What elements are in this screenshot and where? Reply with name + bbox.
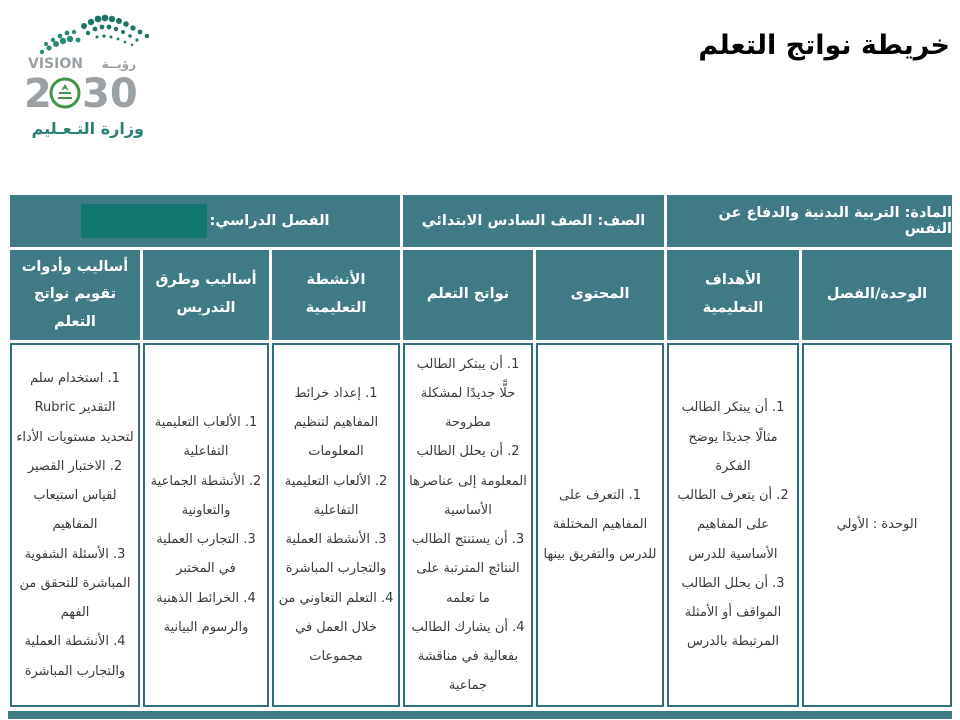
activities-cell-body	[272, 343, 400, 707]
teaching-methods-cell-body	[143, 343, 269, 707]
list-item: 2. أن يحلل الطالب المعلومة إلى عناصرها الأساسية	[409, 444, 527, 518]
learning-outcomes-map	[8, 195, 952, 719]
list-item: 4. الخرائط الذهنية والرسوم البيانية	[156, 590, 256, 635]
next-row-top-strip	[8, 711, 952, 719]
page-header	[0, 0, 960, 195]
list-item: 1. إعداد خرائط المفاهيم لتنظيم المعلومات	[293, 385, 379, 460]
list-item: 1. استخدام سلم التقدير Rubric لتحديد مستويات الأداء	[16, 371, 134, 445]
grade-cell: الصف: الصف السادس الابتدائي	[403, 195, 664, 247]
outcomes-cell-body	[403, 343, 533, 707]
column-header-content: المحتوى	[536, 250, 664, 340]
ministry-wordmark: وزارة التـعـليم	[31, 119, 144, 138]
list-item: 3. التجارب العملية في المختبر	[156, 532, 256, 577]
list-item: 2. الألعاب التعليمية التفاعلية	[284, 473, 388, 518]
list-item: 1. أن يبتكر الطالب مثالًا جديدًا يوضح الفكرة	[681, 400, 785, 474]
content-cell-body	[536, 343, 664, 707]
unit-cell-body	[802, 343, 952, 707]
column-header-teaching-methods: أساليب وطرق التدريس	[143, 250, 269, 340]
vision-2030-ministry-logo	[12, 6, 162, 144]
list-item: 2. الاختبار القصير لقياس استيعاب المفاهيم	[27, 458, 123, 533]
semester-label: الفصل الدراسي:	[209, 213, 330, 229]
list-item: 3. الأسئلة الشفوية المباشرة للتحقق من الفهم	[19, 546, 131, 621]
year-digits-30: 30	[82, 71, 138, 117]
evaluation-cell-body	[10, 343, 140, 707]
vision-wordmark-ar: رؤيــة	[101, 57, 136, 71]
list-item: 4. التعلم التعاوني من خلال العمل في مجموعات	[278, 590, 394, 664]
list-item: 2. أن يتعرف الطالب على المفاهيم الأساسية للدرس	[677, 488, 789, 562]
list-item: 1. أن يبتكر الطالب حلًّا جديدًا لمشكلة مطروحة	[416, 356, 520, 430]
list-item: 3. الأنشطة العملية والتجارب المباشرة	[285, 532, 387, 577]
page-title: خريطة نواتج التعلم	[698, 30, 950, 61]
list-item: 1. الألعاب التعليمية التفاعلية	[154, 415, 258, 460]
column-header-evaluation-tools: أساليب وأدوات تقويم نواتج التعلم	[10, 250, 140, 340]
list-item: 4. الأنشطة العملية والتجارب المباشرة	[24, 634, 126, 679]
column-header-objectives: الأهداف التعليمية	[667, 250, 799, 340]
list-item: 2. الأنشطة الجماعية والتعاونية	[150, 473, 262, 518]
year-digit-2: 2	[24, 71, 52, 117]
list-item: 4. أن يشارك الطالب بفعالية في مناقشة جماعية	[411, 619, 525, 694]
outcomes-table	[8, 195, 952, 707]
list-item: 3. أن يستنتج الطالب النتائج المترتبة على ما تعلمه	[411, 532, 525, 606]
semester-value-redacted	[81, 204, 207, 238]
subject-cell: المادة: التربية البدنية والدفاع عن النفس	[667, 195, 952, 247]
objectives-cell-body	[667, 343, 799, 707]
column-header-activities: الأنشطة التعليمية	[272, 250, 400, 340]
list-item: 3. أن يحلل الطالب المواقف أو الأمثلة المرتبطة بالدرس	[681, 575, 785, 650]
dotted-wave-icon	[40, 15, 149, 55]
semester-cell	[10, 195, 400, 247]
column-header-unit: الوحدة/الفصل	[802, 250, 952, 340]
list-item: 1. التعرف على المفاهيم المختلفة للدرس والتفريق بينها	[543, 488, 657, 562]
list-item: الوحدة : الأولي	[836, 517, 918, 533]
column-header-outcomes: نواتج التعلم	[403, 250, 533, 340]
saudi-emblem-icon	[51, 79, 79, 107]
vision-wordmark-en: VISION	[28, 56, 83, 72]
